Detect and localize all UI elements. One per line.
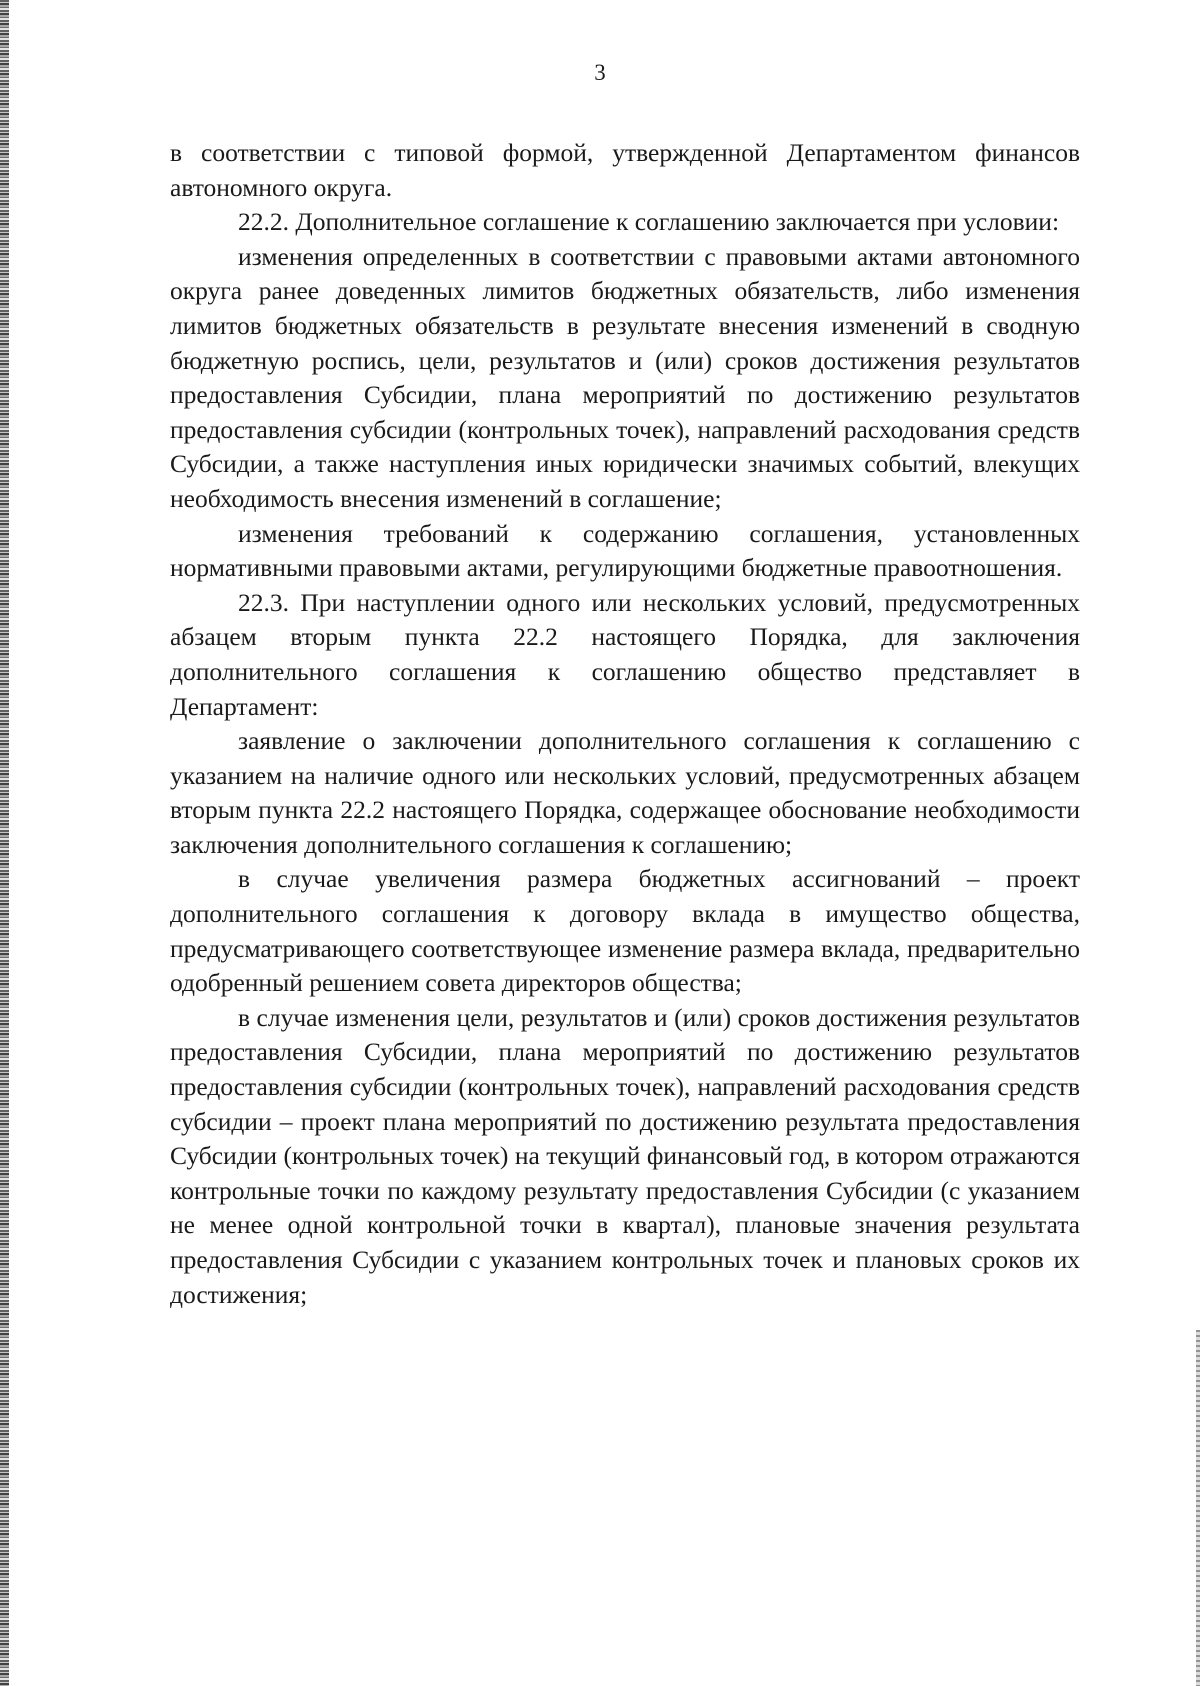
page-number: 3: [594, 60, 606, 85]
paragraph-budget-increase: в случае увеличения размера бюджетных ассигнований – проект дополнительного соглашения к договору вклада в имущество общества, предусматривающего соответствующее изменение размера вклада, предварительно одобренный решением совета директоров общества;: [170, 864, 1080, 998]
scan-edge-right: [1196, 1330, 1200, 1686]
paragraph-application: заявление о заключении дополнительного соглашения к соглашению с указанием на наличие одного или нескольких условий, предусмотренных абзацем вторым пункта 22.2 настоящего Порядка, содержащее обоснование необходимости заключения дополнительного соглашения к соглашению;: [170, 726, 1080, 859]
paragraph-condition-limits: изменения определенных в соответствии с правовыми актами автономного округа ранее доведенных лимитов бюджетных обязательств, либо изменения лимитов бюджетных обязательств в результате внесения изменений в сводную бюджетную роспись, цели, результатов и (или) сроков достижения результатов предоставления Субсидии, плана мероприятий по достижению результатов предоставления субсидии (контрольных точек), направлений расходования средств Субсидии, а также наступления иных юридически значимых событий, влекущих необходимость внесения изменений в соглашение;: [170, 241, 1080, 513]
paragraph-22-2: 22.2. Дополнительное соглашение к соглашению заключается при условии:: [238, 207, 1060, 237]
scan-edge-left: [0, 0, 9, 1686]
document-body: [170, 136, 1080, 1312]
paragraph-plan-change: в случае изменения цели, результатов и (или) сроков достижения результатов предоставления Субсидии, плана мероприятий по достижению результатов предоставления субсидии (контрольных точек), направлений расходования средств субсидии – проект плана мероприятий по достижению результата предоставления Субсидии (контрольных точек) на текущий финансовый год, в котором отражаются контрольные точки по каждому результату предоставления Субсидии (с указанием не менее одной контрольной точки в квартал), плановые значения результата предоставления Субсидии с указанием контрольных точек и плановых сроков их достижения;: [170, 1002, 1080, 1309]
paragraph-condition-requirements: изменения требований к содержанию соглашения, установленных нормативными правовыми актами, регулирующими бюджетные правоотношения.: [170, 518, 1080, 583]
paragraph-22-3: 22.3. При наступлении одного или нескольких условий, предусмотренных абзацем вторым пункта 22.2 настоящего Порядка, для заключения дополнительного соглашения к соглашению общество представляет в Департамент:: [170, 587, 1080, 721]
paragraph-continuation: в соответствии с типовой формой, утвержденной Департаментом финансов автономного округа.: [170, 138, 1080, 202]
